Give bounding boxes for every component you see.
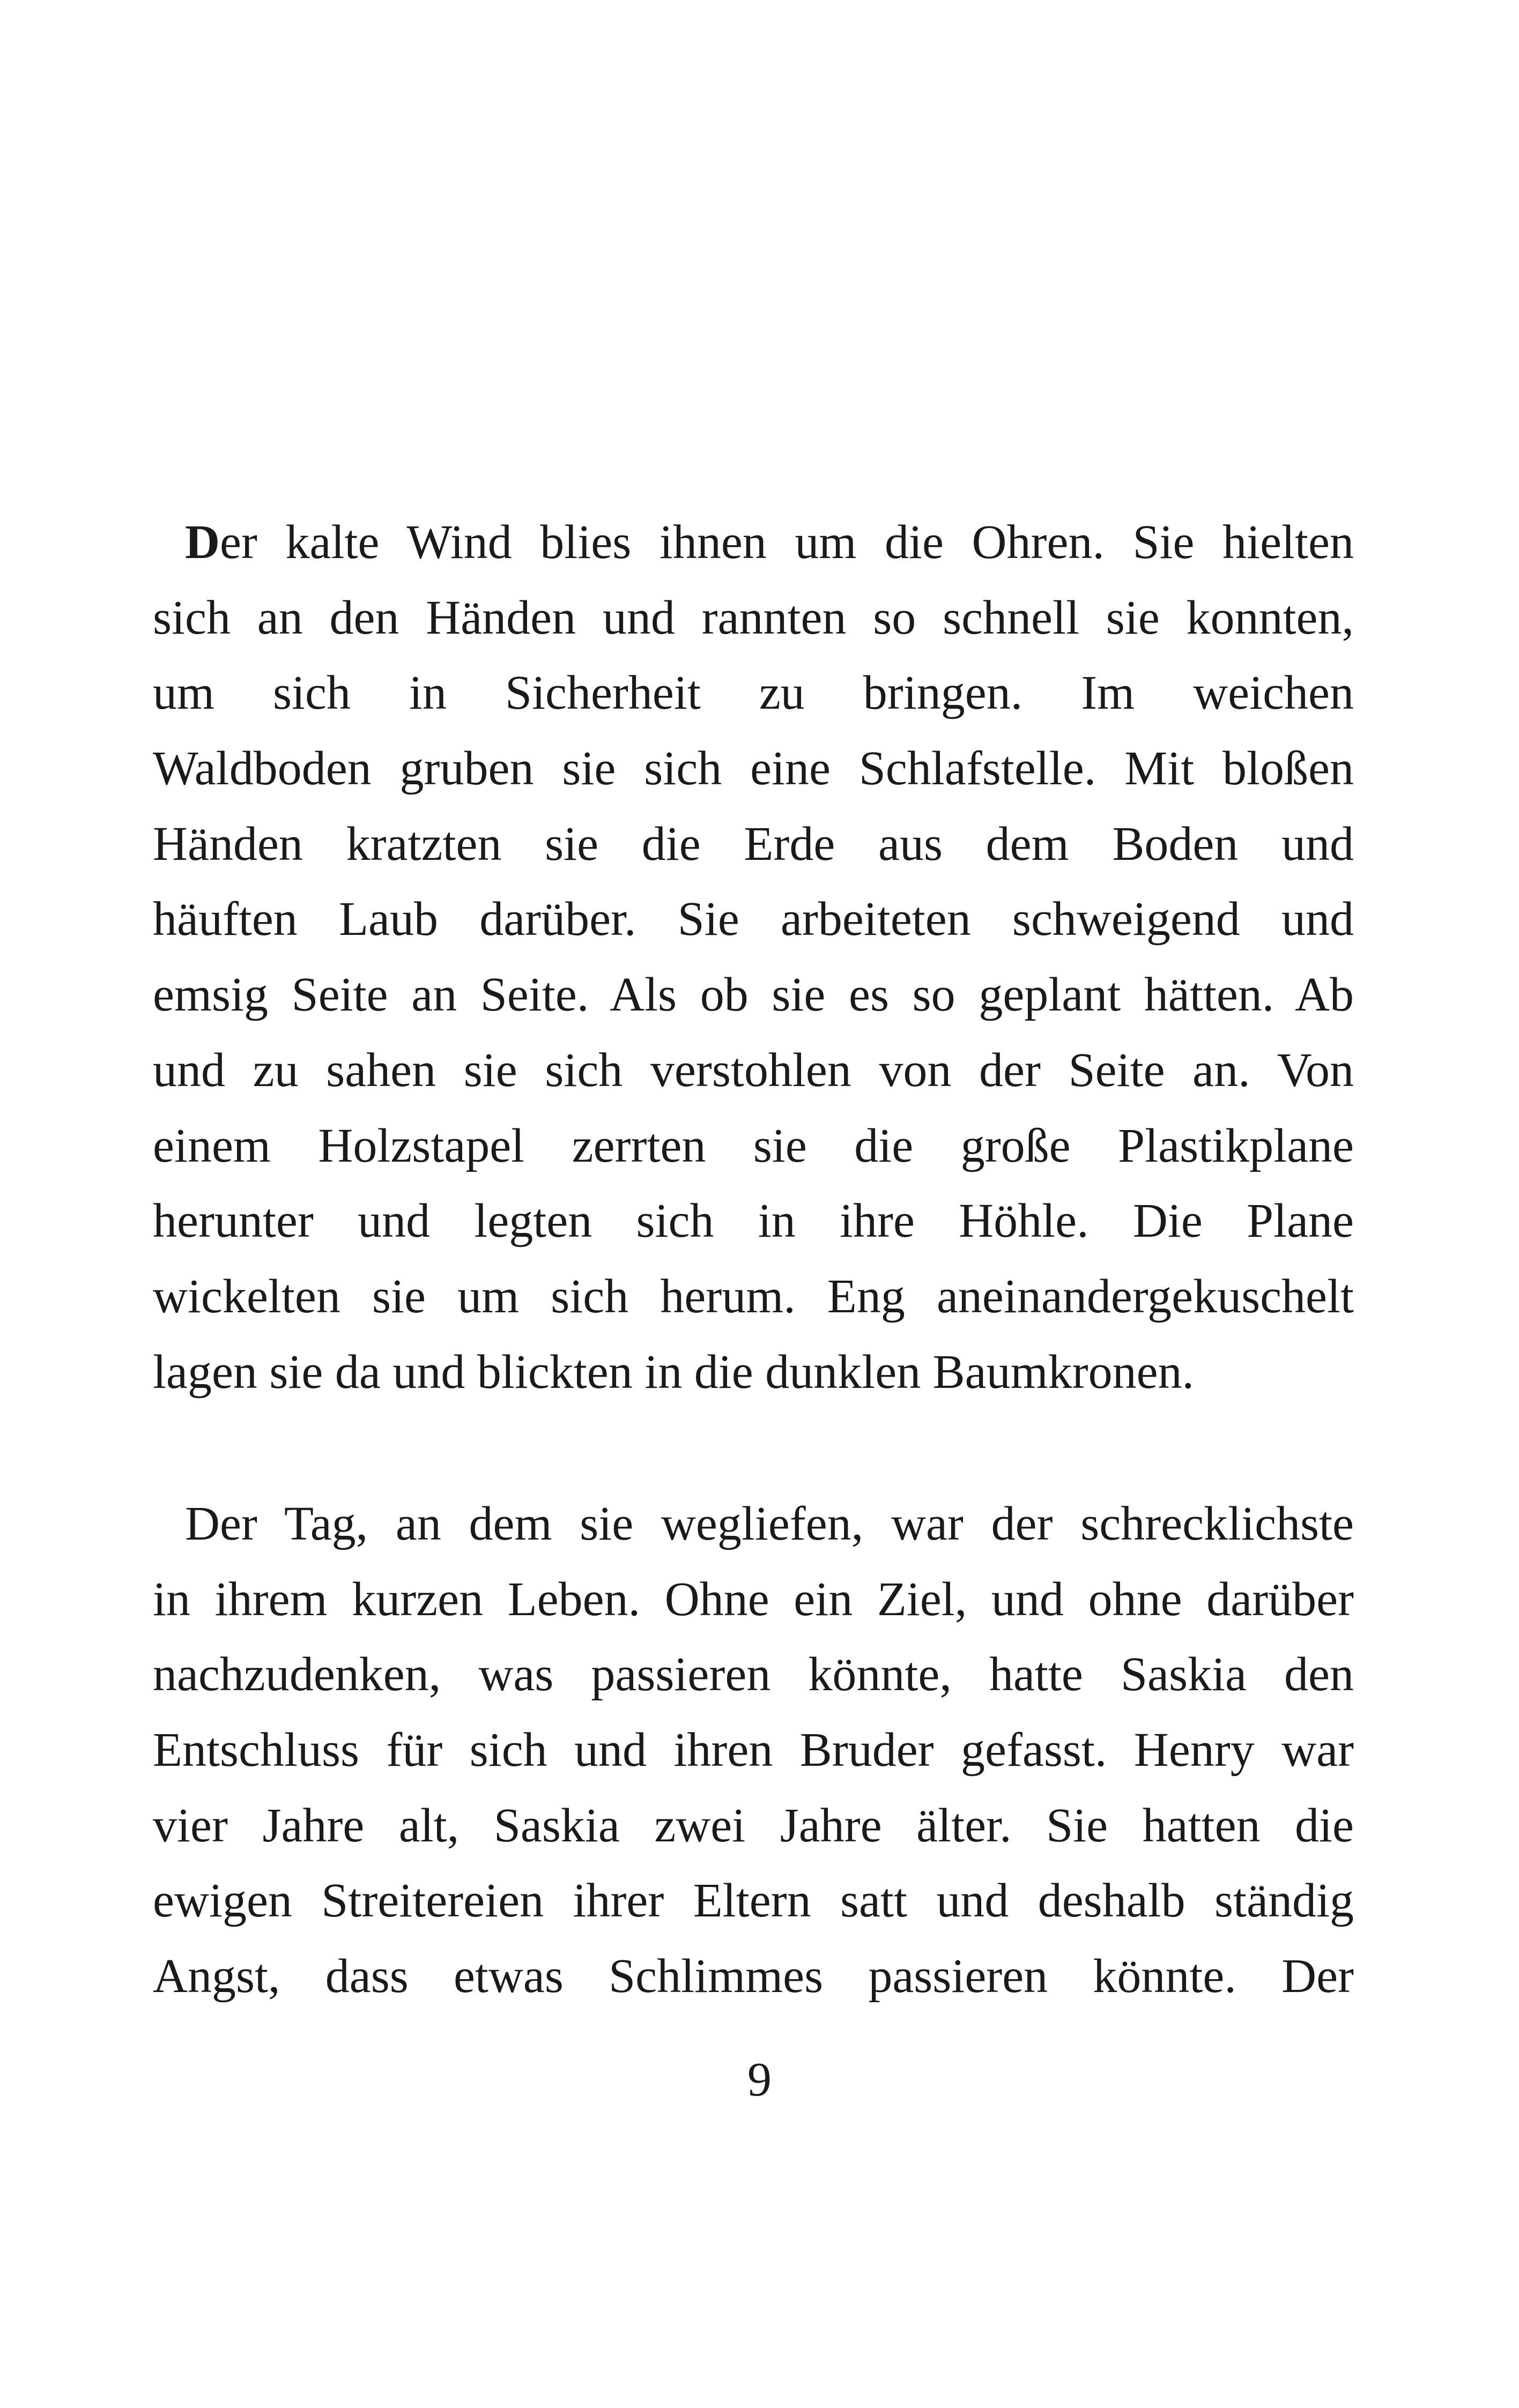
text-line: wickelten sie um sich herum. Eng aneinandergekuschelt [153, 1269, 1354, 1323]
text-line: lagen sie da und blickten in die dunklen Baumkronen. [153, 1345, 1195, 1399]
drop-cap: D [185, 516, 220, 569]
text-line: Angst, dass etwas Schlimmes passieren könnte. Der [153, 1950, 1354, 2003]
text-line: Waldboden gruben sie sich eine Schlafstelle. Mit bloßen [153, 742, 1354, 796]
text-line: nachzudenken, was passieren könnte, hatte Saskia den [153, 1648, 1354, 1701]
text-line: sich an den Händen und rannten so schnell sie konnten, [153, 591, 1354, 644]
text-line: Entschluss für sich und ihren Bruder gefasst. Henry war [153, 1723, 1354, 1777]
text-line: häuften Laub darüber. Sie arbeiteten schweigend und [153, 893, 1354, 946]
text-line: ewigen Streitereien ihrer Eltern satt und deshalb ständig [153, 1874, 1354, 1928]
text-line-content: er kalte Wind blies ihnen um die Ohren. Sie hielten [220, 516, 1354, 569]
text-line: emsig Seite an Seite. Als ob sie es so geplant hätten. Ab [153, 968, 1354, 1022]
text-line: vier Jahre alt, Saskia zwei Jahre älter. Sie hatten die [153, 1798, 1354, 1852]
text-line [153, 505, 1354, 581]
text-line: Händen kratzten sie die Erde aus dem Boden und [153, 817, 1354, 871]
page-number: 9 [747, 2053, 772, 2106]
text-line: in ihrem kurzen Leben. Ohne ein Ziel, und ohne darüber [153, 1572, 1354, 1626]
text-line: und zu sahen sie sich verstohlen von der Seite an. Von [153, 1043, 1354, 1097]
text-line: um sich in Sicherheit zu bringen. Im weichen [153, 666, 1354, 720]
paragraph-2 [153, 1487, 1354, 2015]
text-line: herunter und legten sich in ihre Höhle. Die Plane [153, 1194, 1354, 1248]
paragraph-1 [153, 505, 1354, 1410]
text-line: einem Holzstapel zerrten sie die große Plastikplane [153, 1119, 1354, 1172]
text-line: Der Tag, an dem sie wegliefen, war der schrecklichste [185, 1497, 1354, 1550]
